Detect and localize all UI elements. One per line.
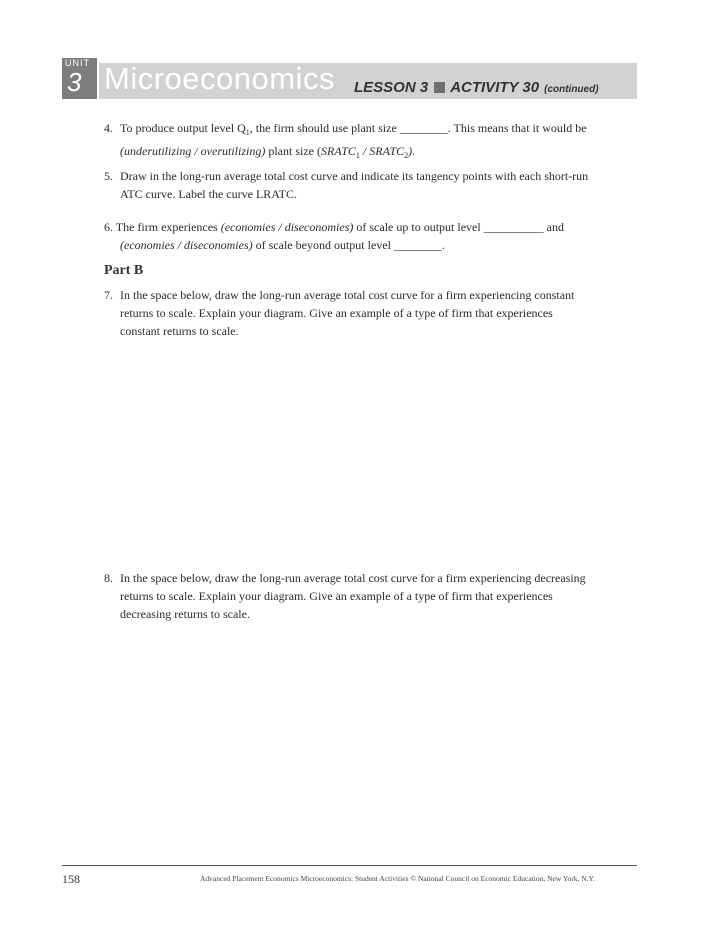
question-6 [104, 218, 564, 254]
question-text: returns to scale. Explain your diagram. Give an example of a type of firm that experiences [120, 306, 553, 320]
question-text: plant size ( [265, 144, 321, 158]
footer-divider [62, 865, 637, 866]
question-text: 6. The firm experiences [104, 220, 221, 234]
question-text: of scale beyond output level ________. [252, 238, 445, 252]
question-text: decreasing returns to scale. [120, 607, 250, 621]
subscript: 1 [245, 128, 250, 137]
question-number: 7. [104, 288, 113, 302]
unit-number: 3 [67, 67, 82, 97]
choice-text: / [359, 144, 370, 158]
subject-title: Microeconomics [104, 61, 335, 96]
choice-text: (economies / diseconomies) [220, 220, 354, 234]
question-text: Draw in the long-run average total cost curve and indicate its tangency points with each short-run [120, 169, 589, 183]
square-bullet-icon [434, 82, 445, 93]
unit-label: UNIT [65, 58, 90, 68]
choice-text: SRATC [369, 144, 405, 158]
subscript: 2 [404, 151, 409, 160]
question-8 [104, 569, 586, 623]
section-heading: Part B [104, 263, 144, 278]
question-text: To produce output level Q [120, 121, 246, 135]
question-number: 5. [104, 169, 113, 183]
question-text: In the space below, draw the long-run average total cost curve for a firm experiencing constant [120, 288, 575, 302]
question-number: 4. [104, 121, 113, 135]
choice-text: ). [408, 144, 416, 158]
question-4 [104, 119, 587, 165]
choice-text: (underutilizing / overutilizing) [120, 144, 266, 158]
lesson-label: LESSON 3 [354, 79, 429, 96]
choice-text: (economies / diseconomies) [120, 238, 253, 252]
activity-label: ACTIVITY 30 [450, 79, 540, 96]
question-text: returns to scale. Explain your diagram. Give an example of a type of firm that experiences [120, 589, 553, 603]
choice-text: SRATC [320, 144, 356, 158]
footer-copyright: Advanced Placement Economics Microeconomics: Student Activities © National Council on Economic Education, New York, N.Y. [200, 874, 595, 883]
question-text: , the firm should use plant size ________. This means that it would be [249, 121, 587, 135]
subscript: 1 [355, 151, 360, 160]
question-text: ATC curve. Label the curve LRATC. [120, 187, 297, 201]
question-7 [104, 286, 574, 340]
question-text: constant returns to scale. [120, 324, 239, 338]
page-number: 158 [62, 872, 80, 886]
question-text: In the space below, draw the long-run average total cost curve for a firm experiencing decreasing [120, 571, 586, 585]
question-text: of scale up to output level __________ and [353, 220, 565, 234]
lesson-activity-heading [354, 78, 599, 100]
question-5 [104, 167, 588, 203]
question-number: 8. [104, 571, 113, 585]
continued-label: (continued) [544, 84, 599, 95]
